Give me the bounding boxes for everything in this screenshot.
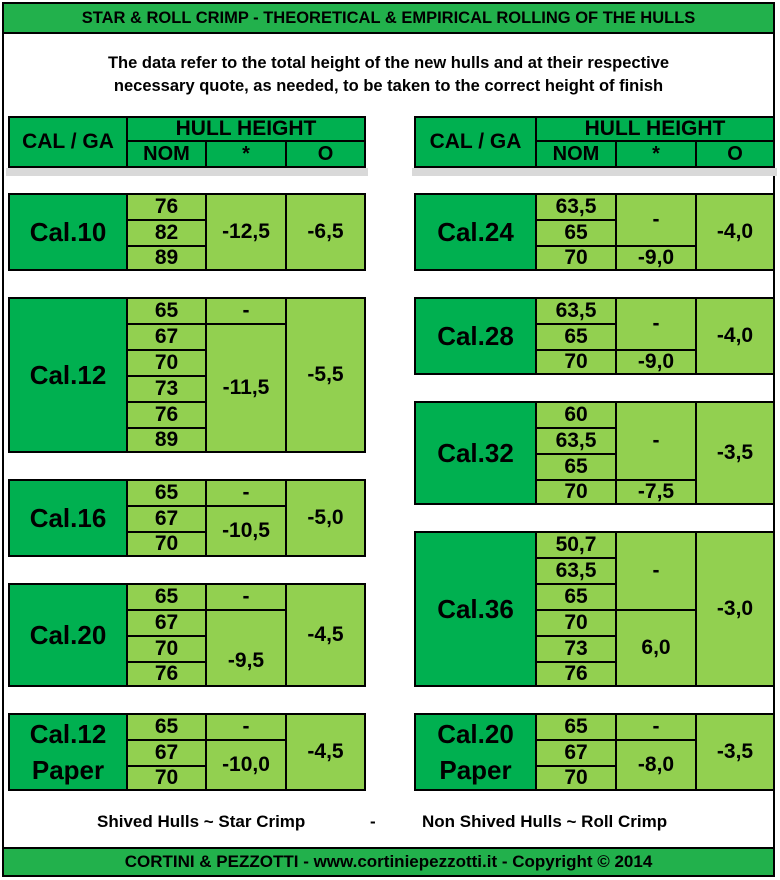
o-header-right: O — [695, 140, 775, 168]
cal-12-paper-nom-3: 70 — [126, 765, 207, 791]
nom-header-right: NOM — [535, 140, 617, 168]
cal-12-nom-5: 76 — [126, 401, 207, 429]
o-header-left: O — [285, 140, 366, 168]
cal-32-nom-2: 63,5 — [535, 427, 617, 455]
cal-12-star: -11,5 — [205, 323, 287, 453]
cal-36-nom-2: 63,5 — [535, 557, 617, 585]
cal-12-nom-4: 73 — [126, 375, 207, 403]
cal-20-paper-o: -3,5 — [695, 713, 775, 791]
cal-36-nom-4: 70 — [535, 609, 617, 637]
cal-28-nom-1: 63,5 — [535, 297, 617, 325]
cal-36-star: 6,0 — [615, 609, 697, 687]
cal-28-label: Cal.28 — [414, 297, 537, 375]
cal-10-nom-1: 76 — [126, 193, 207, 221]
star-header-right: * — [615, 140, 697, 168]
cal-32-star: -7,5 — [615, 479, 697, 505]
cal-20-paper-label-line2: Paper — [439, 755, 512, 785]
legend-shived: Shived Hulls ~ Star Crimp — [97, 812, 306, 831]
cal-24-nom-2: 65 — [535, 219, 617, 247]
cal-12-paper-label — [8, 713, 128, 791]
cal-12-label: Cal.12 — [8, 297, 128, 453]
cal-28-nom-3: 70 — [535, 349, 617, 375]
page-title: STAR & ROLL CRIMP - THEORETICAL & EMPIRICAL ROLLING OF THE HULLS — [4, 4, 773, 34]
star-header-left: * — [205, 140, 287, 168]
cal-ga-header-left: CAL / GA — [8, 116, 128, 168]
cal-12-paper-nom-2: 67 — [126, 739, 207, 767]
cal-10-label: Cal.10 — [8, 193, 128, 271]
cal-36-nom-6: 76 — [535, 661, 617, 687]
cal-ga-header-right: CAL / GA — [414, 116, 537, 168]
cal-16-star: -10,5 — [205, 505, 287, 557]
cal-32-star-top: - — [615, 401, 697, 481]
cal-36-nom-3: 65 — [535, 583, 617, 611]
cal-12-paper-label-line2: Paper — [31, 755, 105, 785]
cal-12-paper-label-line1: Cal.12 — [29, 719, 107, 749]
cal-12-paper-star-top: - — [205, 713, 287, 741]
cal-20-star: -9,5 — [205, 609, 287, 687]
cal-20-o: -4,5 — [285, 583, 366, 687]
legend-separator: - — [370, 812, 376, 831]
cal-24-nom-3: 70 — [535, 245, 617, 271]
cal-20-nom-2: 67 — [126, 609, 207, 637]
hull-height-header-left: HULL HEIGHT — [126, 116, 366, 142]
cal-20-paper-label — [414, 713, 537, 791]
cal-24-nom-1: 63,5 — [535, 193, 617, 221]
cal-12-nom-1: 65 — [126, 297, 207, 325]
cal-16-nom-3: 70 — [126, 531, 207, 557]
cal-12-star-top: - — [205, 297, 287, 325]
cal-20-label: Cal.20 — [8, 583, 128, 687]
cal-10-star: -12,5 — [205, 193, 287, 271]
cal-24-label: Cal.24 — [414, 193, 537, 271]
separator-right — [412, 168, 777, 176]
cal-10-nom-3: 89 — [126, 245, 207, 271]
cal-12-paper-o: -4,5 — [285, 713, 366, 791]
cal-20-nom-1: 65 — [126, 583, 207, 611]
nom-header-left: NOM — [126, 140, 207, 168]
intro-line-2: necessary quote, as needed, to be taken to the correct height of finish — [113, 77, 664, 95]
cal-32-nom-1: 60 — [535, 401, 617, 429]
cal-28-o: -4,0 — [695, 297, 775, 375]
footer-copyright: CORTINI & PEZZOTTI - www.cortiniepezzotti.it - Copyright © 2014 — [4, 847, 773, 875]
cal-20-nom-4: 76 — [126, 661, 207, 687]
cal-16-nom-2: 67 — [126, 505, 207, 533]
cal-12-nom-2: 67 — [126, 323, 207, 351]
cal-32-label: Cal.32 — [414, 401, 537, 505]
cal-36-nom-5: 73 — [535, 635, 617, 663]
hull-height-header-right: HULL HEIGHT — [535, 116, 775, 142]
cal-20-paper-label-line1: Cal.20 — [437, 719, 514, 749]
cal-16-label: Cal.16 — [8, 479, 128, 557]
cal-10-o: -6,5 — [285, 193, 366, 271]
cal-12-paper-star: -10,0 — [205, 739, 287, 791]
intro-line-1: The data refer to the total height of the new hulls and at their respective — [107, 54, 670, 72]
cal-16-nom-1: 65 — [126, 479, 207, 507]
cal-32-nom-4: 70 — [535, 479, 617, 505]
cal-36-o: -3,0 — [695, 531, 775, 687]
cal-32-o: -3,5 — [695, 401, 775, 505]
cal-24-o: -4,0 — [695, 193, 775, 271]
legend-non-shived: Non Shived Hulls ~ Roll Crimp — [422, 812, 668, 831]
cal-20-paper-nom-2: 67 — [535, 739, 617, 767]
cal-12-paper-nom-1: 65 — [126, 713, 207, 741]
cal-28-nom-2: 65 — [535, 323, 617, 351]
cal-36-label: Cal.36 — [414, 531, 537, 687]
cal-20-nom-3: 70 — [126, 635, 207, 663]
cal-28-star-top: - — [615, 297, 697, 351]
intro-text — [10, 52, 767, 98]
cal-24-star-top: - — [615, 193, 697, 247]
cal-12-nom-6: 89 — [126, 427, 207, 453]
cal-28-star: -9,0 — [615, 349, 697, 375]
cal-20-paper-nom-1: 65 — [535, 713, 617, 741]
cal-16-star-top: - — [205, 479, 287, 507]
cal-36-nom-1: 50,7 — [535, 531, 617, 559]
cal-36-star-top: - — [615, 531, 697, 611]
cal-12-o: -5,5 — [285, 297, 366, 453]
cal-20-star-top: - — [205, 583, 287, 611]
cal-12-nom-3: 70 — [126, 349, 207, 377]
cal-20-paper-nom-3: 70 — [535, 765, 617, 791]
cal-16-o: -5,0 — [285, 479, 366, 557]
separator-left — [6, 168, 368, 176]
cal-32-nom-3: 65 — [535, 453, 617, 481]
cal-24-star: -9,0 — [615, 245, 697, 271]
cal-20-paper-star: -8,0 — [615, 739, 697, 791]
cal-20-paper-star-top: - — [615, 713, 697, 741]
cal-10-nom-2: 82 — [126, 219, 207, 247]
